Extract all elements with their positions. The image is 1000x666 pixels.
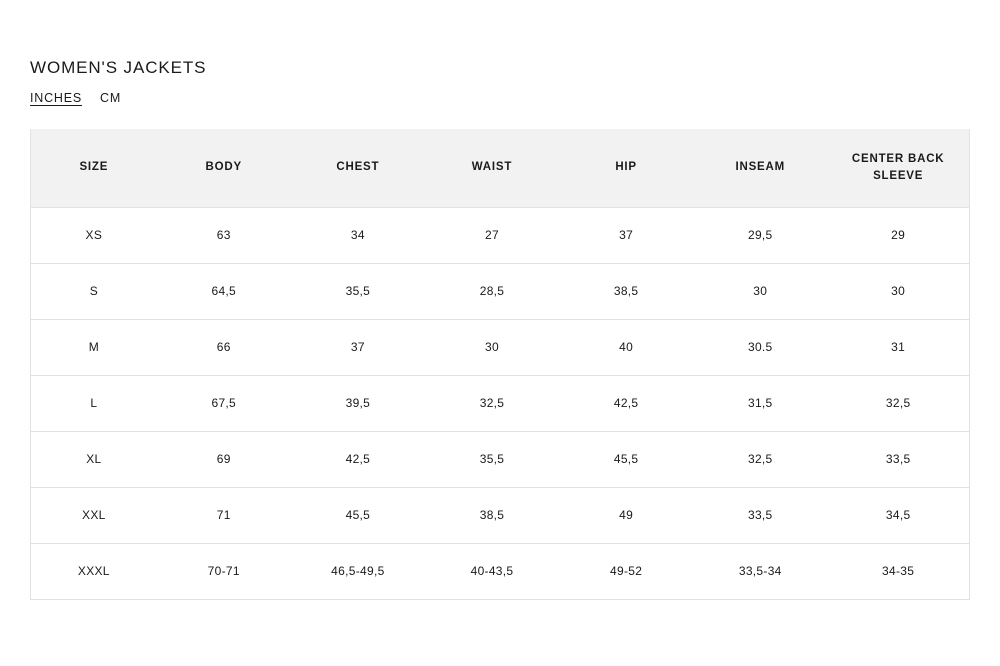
cell-center-back-sleeve: 32,5 [827, 375, 969, 431]
table-row [31, 543, 969, 599]
cell-waist: 32,5 [425, 375, 559, 431]
cell-body: 63 [157, 207, 291, 263]
page-title: WOMEN'S JACKETS [30, 58, 207, 77]
cell-size: XS [31, 207, 157, 263]
cell-size: S [31, 263, 157, 319]
column-header-size: SIZE [31, 129, 157, 208]
cell-body: 67,5 [157, 375, 291, 431]
cell-chest: 46,5-49,5 [291, 543, 425, 599]
table-header-row [31, 129, 969, 208]
cell-hip: 49-52 [559, 543, 693, 599]
column-header-waist: WAIST [425, 129, 559, 208]
cell-center-back-sleeve: 31 [827, 319, 969, 375]
cell-hip: 49 [559, 487, 693, 543]
column-header-chest: CHEST [291, 129, 425, 208]
cell-size: XL [31, 431, 157, 487]
table-row [31, 319, 969, 375]
cell-waist: 40-43,5 [425, 543, 559, 599]
cell-center-back-sleeve: 34-35 [827, 543, 969, 599]
cell-size: L [31, 375, 157, 431]
cell-inseam: 29,5 [693, 207, 827, 263]
cell-center-back-sleeve: 33,5 [827, 431, 969, 487]
cell-size: M [31, 319, 157, 375]
table-row [31, 431, 969, 487]
column-header-body: BODY [157, 129, 291, 208]
cell-inseam: 31,5 [693, 375, 827, 431]
unit-option-inches[interactable]: INCHES [30, 91, 83, 106]
cell-body: 70-71 [157, 543, 291, 599]
table-row [31, 207, 969, 263]
unit-toggle [30, 90, 970, 106]
cell-hip: 37 [559, 207, 693, 263]
cell-hip: 45,5 [559, 431, 693, 487]
cell-inseam: 33,5 [693, 487, 827, 543]
cell-body: 71 [157, 487, 291, 543]
unit-option-cm[interactable]: CM [100, 91, 122, 106]
cell-body: 64,5 [157, 263, 291, 319]
cell-inseam: 30.5 [693, 319, 827, 375]
cell-waist: 28,5 [425, 263, 559, 319]
cell-chest: 39,5 [291, 375, 425, 431]
cell-waist: 38,5 [425, 487, 559, 543]
cell-center-back-sleeve: 30 [827, 263, 969, 319]
column-header-inseam: INSEAM [693, 129, 827, 208]
cell-chest: 37 [291, 319, 425, 375]
size-table-body [31, 207, 969, 599]
size-table [31, 129, 969, 599]
cell-chest: 42,5 [291, 431, 425, 487]
cell-size: XXL [31, 487, 157, 543]
cell-inseam: 30 [693, 263, 827, 319]
column-header-hip: HIP [559, 129, 693, 208]
cell-chest: 35,5 [291, 263, 425, 319]
cell-body: 66 [157, 319, 291, 375]
table-row [31, 487, 969, 543]
cell-chest: 45,5 [291, 487, 425, 543]
cell-body: 69 [157, 431, 291, 487]
cell-waist: 35,5 [425, 431, 559, 487]
cell-hip: 38,5 [559, 263, 693, 319]
cell-center-back-sleeve: 29 [827, 207, 969, 263]
cell-center-back-sleeve: 34,5 [827, 487, 969, 543]
cell-hip: 42,5 [559, 375, 693, 431]
size-table-header [31, 129, 969, 208]
cell-waist: 27 [425, 207, 559, 263]
cell-chest: 34 [291, 207, 425, 263]
cell-waist: 30 [425, 319, 559, 375]
cell-inseam: 33,5-34 [693, 543, 827, 599]
column-header-center-back-sleeve: CENTER BACK SLEEVE [827, 129, 969, 208]
cell-inseam: 32,5 [693, 431, 827, 487]
cell-size: XXXL [31, 543, 157, 599]
cell-hip: 40 [559, 319, 693, 375]
table-row [31, 375, 969, 431]
size-table-container [30, 129, 970, 600]
table-row [31, 263, 969, 319]
